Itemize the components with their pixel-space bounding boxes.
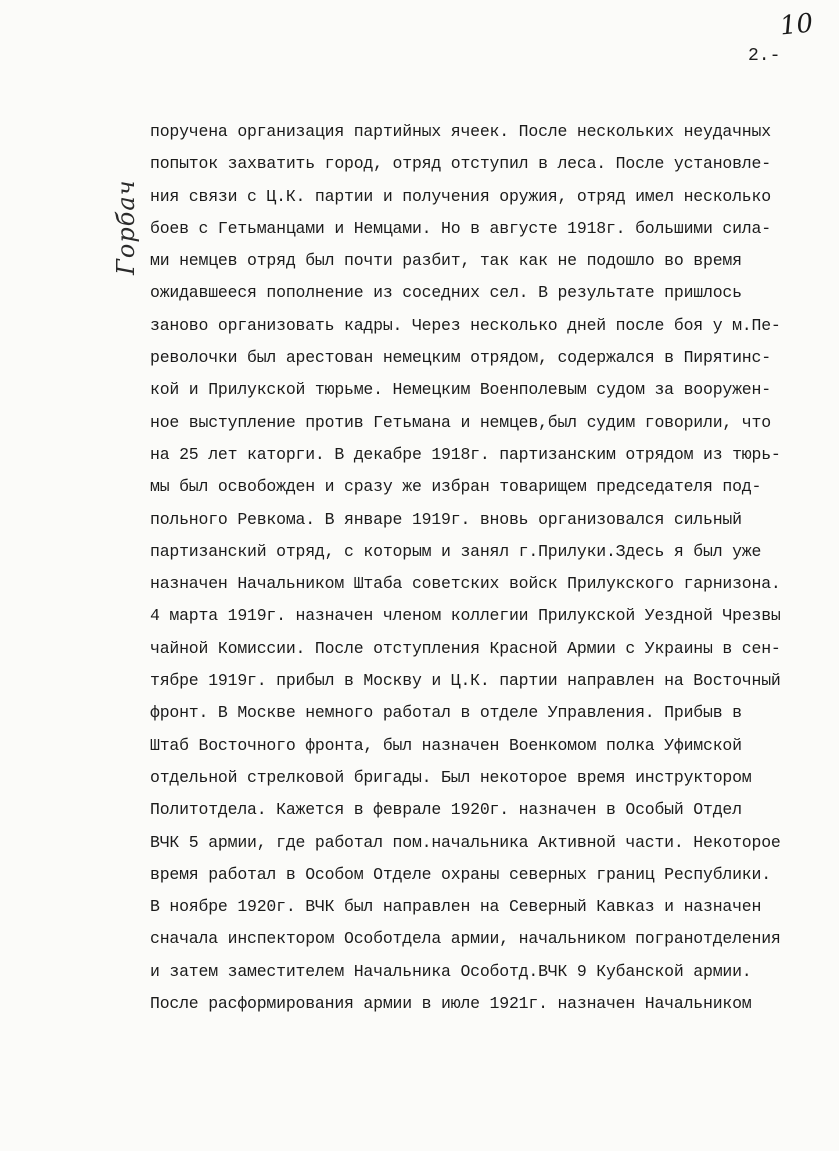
text-line: партизанский отряд, с которым и занял г.Прилуки.Здесь я был уже (150, 541, 762, 561)
text-line: мы был освобожден и сразу же избран товарищем председателя под- (150, 477, 762, 497)
text-line: сначала инспектором Особотдела армии, начальником погранотделения (150, 929, 781, 949)
text-line: отдельной стрелковой бригады. Был некоторое время инструктором (150, 767, 752, 787)
text-line: тябре 1919г. прибыл в Москву и Ц.К. партии направлен на Восточный (150, 671, 781, 691)
text-line: револочки был арестован немецким отрядом, содержался в Пирятинс- (150, 348, 771, 368)
text-line: ное выступление против Гетьмана и немцев,был судим говорили, что (150, 412, 771, 432)
text-line: После расформирования армии в июле 1921г. назначен Начальником (150, 994, 752, 1014)
archive-folio-number: 10 (778, 8, 815, 42)
text-line: польного Ревкома. В январе 1919г. вновь организовался сильный (150, 509, 742, 529)
margin-handwritten-note: Горбач (112, 179, 140, 275)
text-line: Штаб Восточного фронта, был назначен Военкомом полка Уфимской (150, 735, 742, 755)
page-number: 2.- (748, 46, 781, 66)
text-line: ния связи с Ц.К. партии и получения оружия, отряд имел несколько (150, 186, 771, 206)
text-line: поручена организация партийных ячеек. После нескольких неудачных (150, 122, 771, 141)
text-line: фронт. В Москве немного работал в отделе Управления. Прибыв в (150, 703, 742, 723)
text-line: В ноябре 1920г. ВЧК был направлен на Северный Кавказ и назначен (150, 897, 762, 917)
text-line: время работал в Особом Отделе охраны северных границ Республики. (150, 864, 771, 884)
text-line: Политотдела. Кажется в феврале 1920г. назначен в Особый Отдел (150, 800, 742, 820)
text-line: ожидавшееся пополнение из соседних сел. В результате пришлось (150, 283, 742, 303)
text-line: назначен Начальником Штаба советских войск Прилукского гарнизона. (150, 574, 781, 594)
text-line: и затем заместителем Начальника Особотд.ВЧК 9 Кубанской армии. (150, 961, 752, 981)
text-line: попыток захватить город, отряд отступил в леса. После установле- (150, 154, 771, 174)
text-line: заново организовать кадры. Через несколько дней после боя у м.Пе- (150, 315, 781, 335)
text-line: боев с Гетьманцами и Немцами. Но в августе 1918г. большими сила- (150, 218, 771, 238)
text-line: 4 марта 1919г. назначен членом коллегии Прилукской Уездной Чрезвы (150, 606, 781, 626)
typewritten-body (150, 116, 820, 1020)
text-line: на 25 лет каторги. В декабре 1918г. партизанским отрядом из тюрь- (150, 444, 781, 464)
text-line: ВЧК 5 армии, где работал пом.начальника Активной части. Некоторое (150, 832, 781, 852)
text-line: чайной Комиссии. После отступления Красной Армии с Украины в сен- (150, 638, 781, 658)
text-line: кой и Прилукской тюрьме. Немецким Военполевым судом за вооружен- (150, 380, 771, 400)
text-line: ми немцев отряд был почти разбит, так как не подошло во время (150, 251, 742, 271)
